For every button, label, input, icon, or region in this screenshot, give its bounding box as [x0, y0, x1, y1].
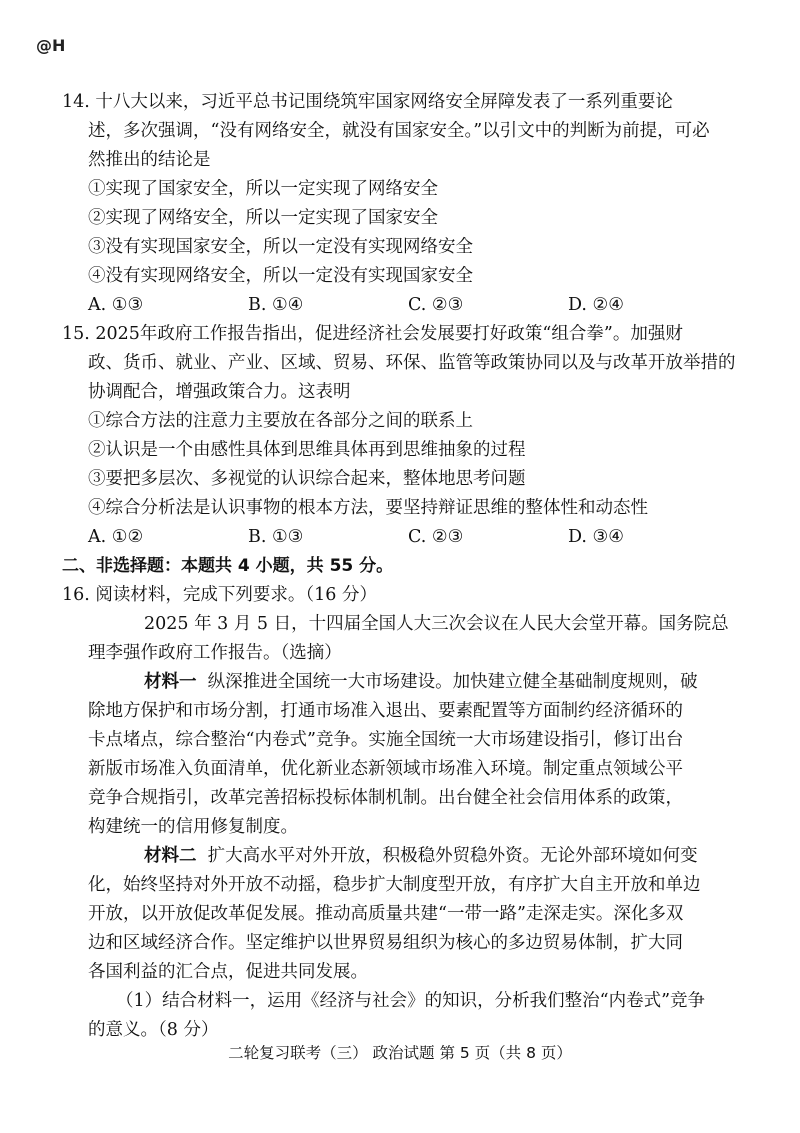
option-a: A. ①③ — [88, 295, 144, 315]
q14-stem-line: 述，多次强调，“没有网络安全，就没有国家安全。”以引文中的判断为前提，可必 — [88, 121, 710, 141]
material-2-line: 边和区域经济合作。坚定维护以世界贸易组织为核心的多边贸易体制，扩大同 — [88, 933, 683, 953]
q16-intro-line: 2025 年 3 月 5 日，十四届全国人大三次会议在人民大会堂开幕。国务院总 — [144, 614, 729, 634]
q15-options — [88, 523, 728, 552]
q15-item: ④综合分析法是认识事物的根本方法，要坚持辩证思维的整体性和动态性 — [88, 498, 648, 518]
option-d: D. ②④ — [568, 295, 624, 315]
question-15 — [62, 320, 736, 552]
option-b: B. ①④ — [248, 295, 304, 315]
logo: @H — [36, 36, 66, 55]
material-2-line: 各国利益的汇合点，促进共同发展。 — [88, 962, 368, 982]
material-2-line: 化，始终坚持对外开放不动摇，稳步扩大制度型开放，有序扩大自主开放和单边 — [88, 875, 701, 895]
material-1-line: 竞争合规指引，改革完善招标投标体制机制。出台健全社会信用体系的政策， — [88, 788, 683, 808]
q14-options — [88, 291, 728, 320]
q15-item: ②认识是一个由感性具体到思维具体再到思维抽象的过程 — [88, 440, 526, 460]
material-2-label: 材料二 — [144, 846, 197, 866]
option-c: C. ②③ — [408, 527, 464, 547]
exam-page — [62, 88, 736, 1045]
material-1-text: 纵深推进全国统一大市场建设。加快建立健全基础制度规则，破 — [207, 672, 698, 692]
material-2-text: 扩大高水平对外开放，积极稳外贸稳外资。无论外部环境如何变 — [207, 846, 698, 866]
q15-stem-line: 15. 2025年政府工作报告指出，促进经济社会发展要打好政策“组合拳”。加强财 — [62, 324, 683, 344]
sub-question-1: （1）结合材料一，运用《经济与社会》的知识，分析我们整治“内卷式”竞争 — [116, 991, 706, 1011]
q15-item: ①综合方法的注意力主要放在各部分之间的联系上 — [88, 411, 473, 431]
material-2-first-line — [88, 842, 728, 871]
material-2-line: 开放，以开放促改革促发展。推动高质量共建“一带一路”走深走实。深化多双 — [88, 904, 684, 924]
option-c: C. ②③ — [408, 295, 464, 315]
material-1-line: 卡点堵点，综合整治“内卷式”竞争。实施全国统一大市场建设指引，修订出台 — [88, 730, 684, 750]
page-footer: 二轮复习联考（三） 政治试题 第 5 页（共 8 页） — [228, 1044, 572, 1062]
section-heading: 二、非选择题：本题共 4 小题，共 55 分。 — [62, 556, 394, 576]
q16-head: 16. 阅读材料，完成下列要求。（16 分） — [62, 585, 377, 605]
option-b: B. ①③ — [248, 527, 304, 547]
question-14 — [62, 88, 728, 320]
q14-stem-line: 然推出的结论是 — [88, 150, 211, 170]
sub-question-1-line: 的意义。（8 分） — [88, 1020, 219, 1040]
option-d: D. ③④ — [568, 527, 624, 547]
material-1-line: 新版市场准入负面清单，优化新业态新领域市场准入环境。制定重点领域公平 — [88, 759, 683, 779]
q14-item: ③没有实现国家安全，所以一定没有实现网络安全 — [88, 237, 473, 257]
q14-item: ④没有实现网络安全，所以一定没有实现国家安全 — [88, 266, 473, 286]
q14-stem-line: 14. 十八大以来，习近平总书记围绕筑牢国家网络安全屏障发表了一系列重要论 — [62, 92, 673, 112]
option-a: A. ①② — [88, 527, 144, 547]
q15-item: ③要把多层次、多视觉的认识综合起来，整体地思考问题 — [88, 469, 526, 489]
q16-intro-line: 理李强作政府工作报告。（选摘） — [88, 643, 342, 663]
q14-item: ①实现了国家安全，所以一定实现了网络安全 — [88, 179, 438, 199]
q14-item: ②实现了网络安全，所以一定实现了国家安全 — [88, 208, 438, 228]
material-1-first-line — [88, 668, 728, 697]
q15-stem-line: 协调配合，增强政策合力。这表明 — [88, 382, 351, 402]
material-1-label: 材料一 — [144, 672, 197, 692]
material-1-line: 构建统一的信用修复制度。 — [88, 817, 298, 837]
q15-stem-line: 政、货币、就业、产业、区域、贸易、环保、监管等政策协同以及与改革开放举措的 — [88, 353, 736, 373]
question-16 — [62, 581, 729, 1045]
material-1-line: 除地方保护和市场分割，打通市场准入退出、要素配置等方面制约经济循环的 — [88, 701, 683, 721]
